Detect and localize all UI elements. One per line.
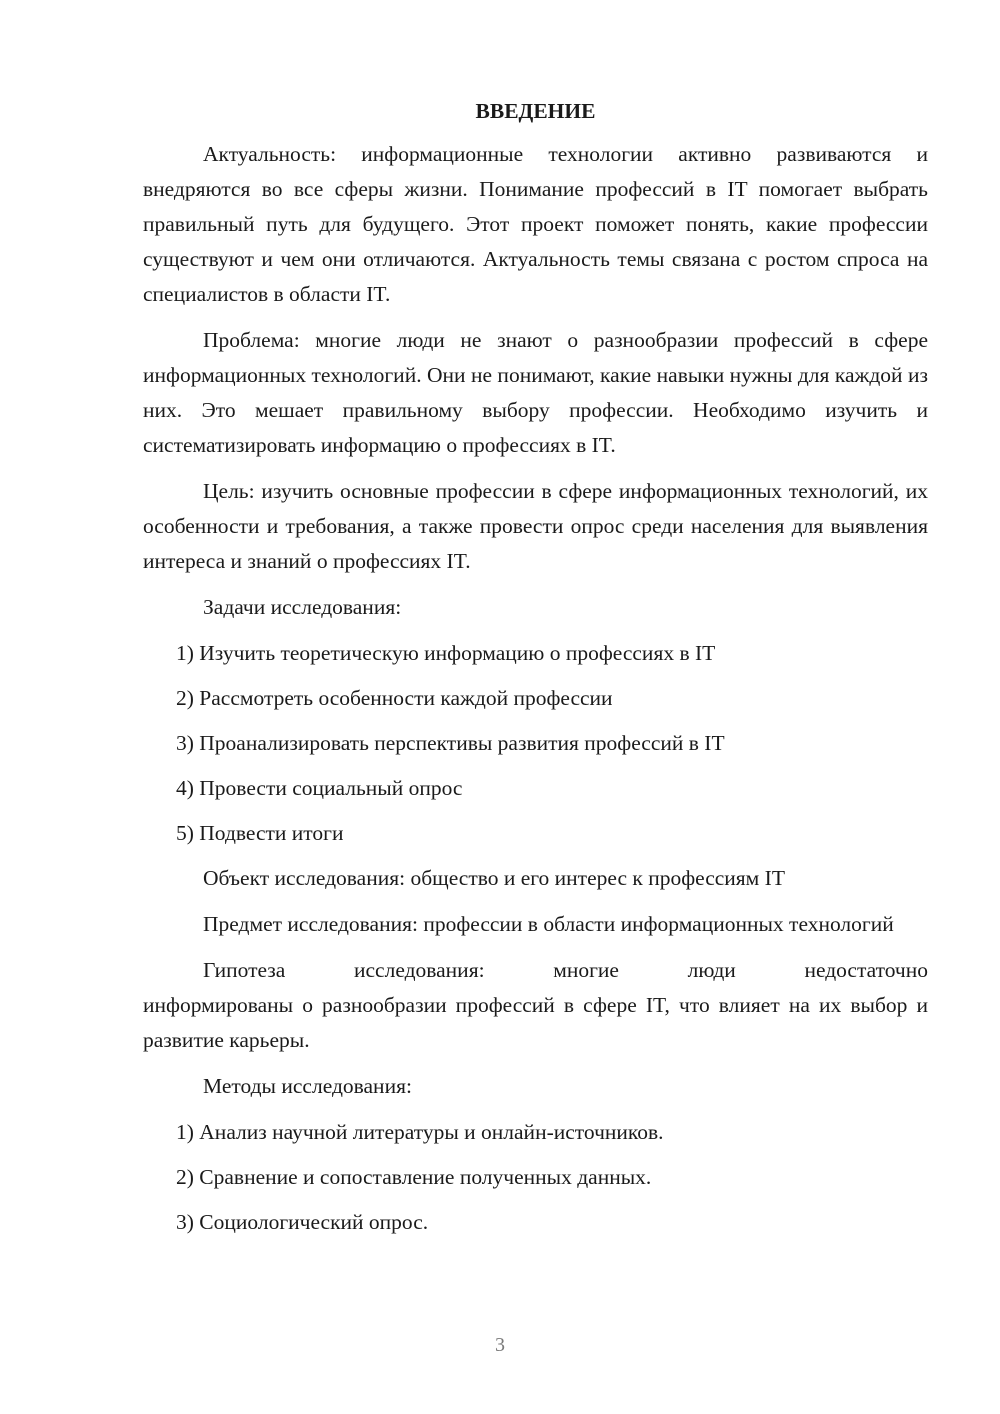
page-number: 3	[495, 1334, 505, 1356]
method-item-3: 3) Социологический опрос.	[176, 1210, 429, 1234]
problem-paragraph: Проблема: многие люди не знают о разнообразии профессий в сфере информационных технологий. Они не понимают, какие навыки нужны для каждой из них. Это мешает правильному выбору профессии. Необходимо изучить и систематизировать информацию о профессиях в IT.	[143, 328, 928, 457]
method-item-2: 2) Сравнение и сопоставление полученных данных.	[176, 1165, 652, 1189]
tasks-title: Задачи исследования:	[203, 595, 402, 619]
method-item-1: 1) Анализ научной литературы и онлайн-источников.	[176, 1120, 664, 1144]
task-item-5: 5) Подвести итоги	[176, 821, 344, 845]
object-paragraph: Объект исследования: общество и его интерес к профессиям IT	[203, 866, 785, 890]
page-content	[143, 96, 928, 1250]
hypothesis-rest: информированы о разнообразии профессий в сфере IT, что влияет на их выбор и развитие карьеры.	[143, 993, 928, 1052]
methods-title: Методы исследования:	[203, 1074, 412, 1098]
task-item-2: 2) Рассмотреть особенности каждой профессии	[176, 686, 613, 710]
section-heading: ВВЕДЕНИЕ	[475, 99, 596, 123]
task-item-1: 1) Изучить теоретическую информацию о профессиях в IT	[176, 641, 716, 665]
relevance-paragraph: Актуальность: информационные технологии активно развиваются и внедряются во все сферы жизни. Понимание профессий в IT помогает выбрать правильный путь для будущего. Этот проект поможет понять, какие профессии существуют и чем они отличаются. Актуальность темы связана с ростом спроса на специалистов в области IT.	[143, 142, 928, 306]
task-item-4: 4) Провести социальный опрос	[176, 776, 463, 800]
task-item-3: 3) Проанализировать перспективы развития профессий в IT	[176, 731, 725, 755]
subject-paragraph: Предмет исследования: профессии в области информационных технологий	[203, 912, 894, 936]
hypothesis-first-line: Гипотеза исследования: многие люди недостаточно	[203, 958, 928, 982]
goal-paragraph: Цель: изучить основные профессии в сфере информационных технологий, их особенности и требования, а также провести опрос среди населения для выявления интереса и знаний о профессиях IT.	[143, 479, 928, 573]
hypothesis-paragraph	[143, 953, 928, 1058]
